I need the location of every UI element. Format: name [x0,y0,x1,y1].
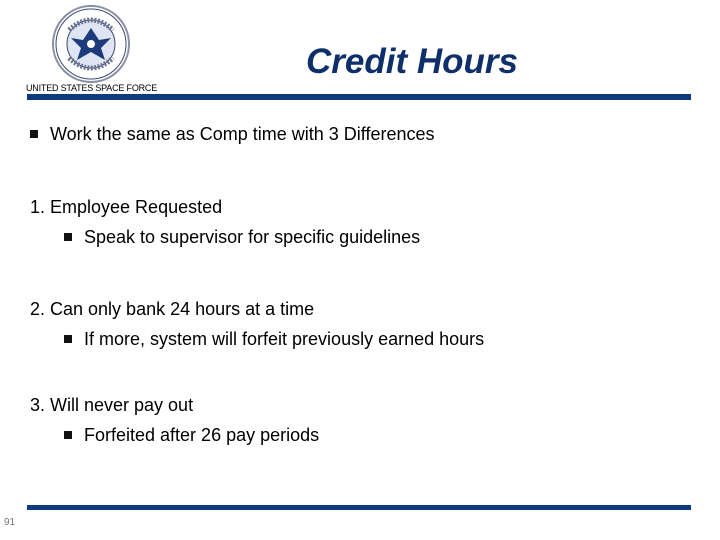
slide-title: Credit Hours [306,42,518,81]
intro-text: Work the same as Comp time with 3 Differences [50,124,435,144]
department-seal-icon [49,4,133,84]
item-heading: 2. Can only bank 24 hours at a time [30,299,315,319]
square-bullet-icon [64,335,72,343]
square-bullet-icon [64,233,72,241]
organization-name: UNITED STATES SPACE FORCE [26,83,158,93]
footer-rule [27,505,691,510]
header-rule [27,94,691,100]
item-heading: 1. Employee Requested [30,197,223,217]
item-detail: Forfeited after 26 pay periods [84,425,320,445]
item-heading: 3. Will never pay out [30,395,194,415]
item-detail: If more, system will forfeit previously earned hours [84,329,485,349]
square-bullet-icon [30,130,38,138]
item-detail: Speak to supervisor for specific guidelines [84,227,421,247]
square-bullet-icon [64,431,72,439]
page-number: 91 [4,517,16,528]
